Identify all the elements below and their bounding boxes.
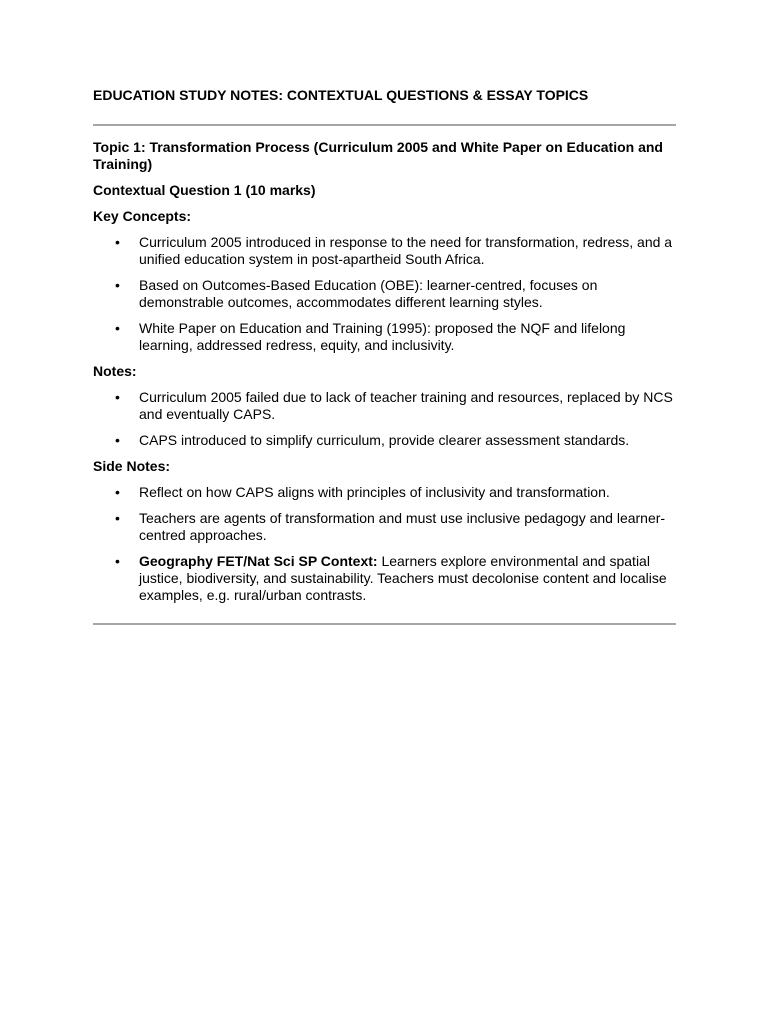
list-item bbox=[93, 510, 676, 544]
side-notes-list bbox=[93, 484, 676, 604]
notes-heading: Notes: bbox=[93, 363, 137, 379]
list-item bbox=[93, 432, 676, 449]
bullet-icon: • bbox=[115, 432, 120, 448]
side-notes-heading: Side Notes: bbox=[93, 458, 171, 474]
list-item-text: Curriculum 2005 introduced in response to the need for transformation, redress, and a unified education system in post-apartheid South Africa. bbox=[139, 234, 673, 267]
context-lead: Geography FET/Nat Sci SP Context: bbox=[139, 553, 378, 569]
list-item-text: Teachers are agents of transformation and must use inclusive pedagogy and learner-centred approaches. bbox=[139, 510, 666, 543]
list-item-text: CAPS introduced to simplify curriculum, provide clearer assessment standards. bbox=[139, 432, 630, 448]
bullet-icon: • bbox=[115, 320, 120, 336]
bullet-icon: • bbox=[115, 510, 120, 526]
list-item-text: Based on Outcomes-Based Education (OBE): learner-centred, focuses on demonstrable outcomes, accommodates different learning styles. bbox=[139, 277, 598, 310]
list-item bbox=[93, 234, 676, 268]
context-text: Learners explore environmental and spatial justice, biodiversity, and sustainability. Teachers must decolonise content and localise examples, e.g. rural/urban contrasts. bbox=[139, 553, 667, 603]
key-concepts-list bbox=[93, 234, 676, 354]
document-page bbox=[93, 87, 676, 625]
top-divider bbox=[93, 124, 676, 126]
bullet-icon: • bbox=[115, 234, 120, 250]
list-item bbox=[93, 484, 676, 501]
list-item bbox=[93, 389, 676, 423]
list-item-text: Reflect on how CAPS aligns with principles of inclusivity and transformation. bbox=[139, 484, 610, 500]
list-item-text: Curriculum 2005 failed due to lack of teacher training and resources, replaced by NCS and eventually CAPS. bbox=[139, 389, 673, 422]
question-heading: Contextual Question 1 (10 marks) bbox=[93, 182, 316, 198]
list-item bbox=[93, 277, 676, 311]
list-item-text: White Paper on Education and Training (1995): proposed the NQF and lifelong learning, addressed redress, equity, and inclusivity. bbox=[139, 320, 626, 353]
bottom-divider bbox=[93, 623, 676, 625]
bullet-icon: • bbox=[115, 553, 120, 569]
bullet-icon: • bbox=[115, 389, 120, 405]
key-concepts-heading: Key Concepts: bbox=[93, 208, 192, 224]
bullet-icon: • bbox=[115, 484, 120, 500]
bullet-icon: • bbox=[115, 277, 120, 293]
list-item bbox=[93, 553, 676, 604]
list-item bbox=[93, 320, 676, 354]
document-title: EDUCATION STUDY NOTES: CONTEXTUAL QUESTIONS & ESSAY TOPICS bbox=[93, 87, 589, 103]
notes-list bbox=[93, 389, 676, 449]
topic-heading: Topic 1: Transformation Process (Curriculum 2005 and White Paper on Education and Training) bbox=[93, 139, 663, 172]
